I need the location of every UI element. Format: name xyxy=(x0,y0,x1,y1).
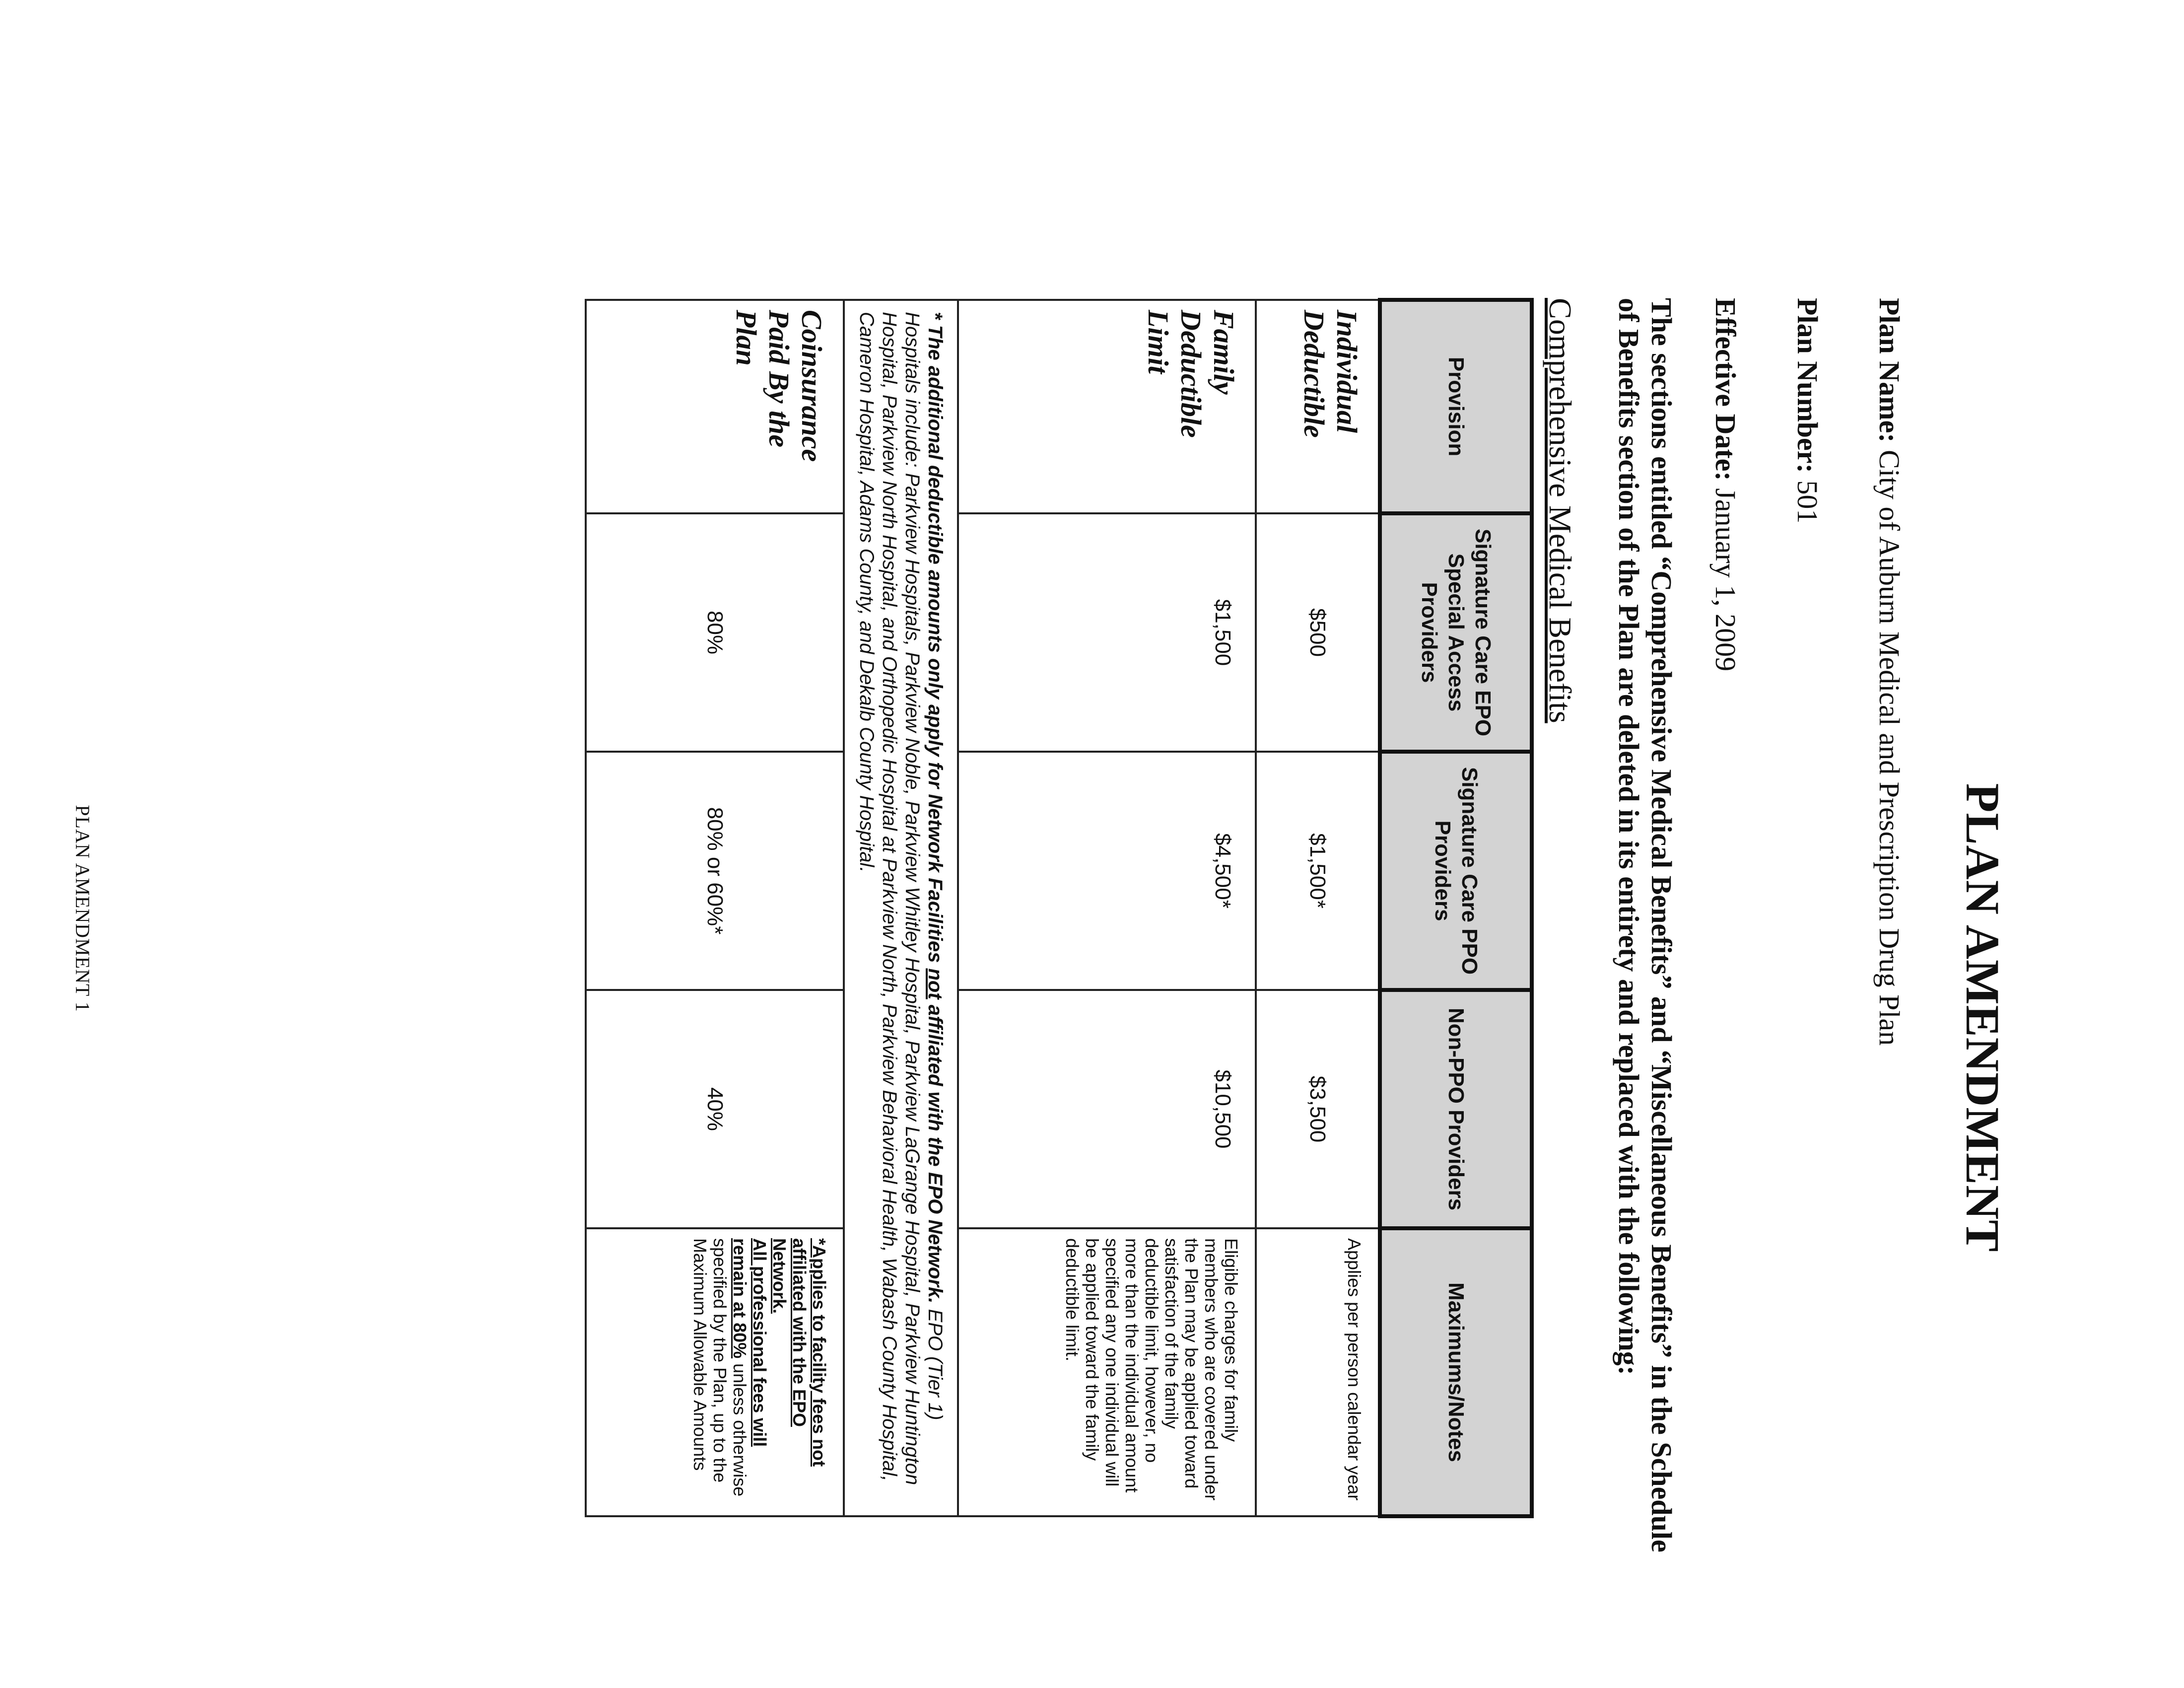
header-non-ppo: Non-PPO Providers xyxy=(1380,990,1532,1228)
row-non-ppo-value: $3,500 xyxy=(1256,990,1380,1228)
row-notes: Applies per person calendar year xyxy=(1256,1228,1380,1516)
footnote-lead: * The additional deductible amounts only apply for Network Facilities xyxy=(924,312,946,963)
notes-professional-fees: All professional fees will remain at 80% xyxy=(730,1238,770,1447)
plan-name-line xyxy=(1873,298,1906,1046)
effective-date-label: Effective Date: xyxy=(1709,298,1742,481)
row-provision: Coinsurance Paid By the Plan xyxy=(586,300,844,513)
effective-date-value: January 1, 2009 xyxy=(1709,488,1742,672)
benefits-table xyxy=(585,298,1534,1518)
header-notes: Maximums/Notes xyxy=(1380,1228,1532,1516)
plan-number-label: Plan Number: xyxy=(1791,298,1824,473)
page-footer: PLAN AMENDMENT 1 xyxy=(71,805,94,1012)
section-title: Comprehensive Medical Benefits xyxy=(1543,298,1578,723)
row-notes xyxy=(586,1228,844,1516)
plan-number-value: 501 xyxy=(1791,480,1824,524)
effective-date-line xyxy=(1709,298,1742,671)
footnote-cell xyxy=(844,300,958,1516)
header-provision: Provision xyxy=(1380,300,1532,513)
header-ppo: Signature Care PPO Providers xyxy=(1380,752,1532,990)
row-non-ppo-value: $10,500 xyxy=(958,990,1256,1228)
footnote-body: EPO (Tier 1) Hospitals include: Parkview Hospitals, Parkview Noble, Parkview Whitley Hospital, Parkview LaGrange Hospital, Parkview Huntington Hospital, Parkview North Hospital, and Orthopedic Hospital at Parkview North, Parkview Behavioral Health, Wabash County Hospital, Cameron Hospital, Adams County, and Dekalb County Hospital. xyxy=(856,312,946,1485)
row-non-ppo-value: 40% xyxy=(586,990,844,1228)
plan-name-label: Plan Name: xyxy=(1873,298,1906,443)
table-row xyxy=(1256,300,1380,1516)
table-row xyxy=(958,300,1256,1516)
row-epo-value: $1,500 xyxy=(958,513,1256,752)
footnote-lead-end: affiliated with the EPO Network. xyxy=(924,1004,946,1304)
page-title: PLAN AMENDMENT xyxy=(1956,783,2009,1253)
table-row xyxy=(586,300,844,1516)
plan-name-value: City of Auburn Medical and Prescription Drug Plan xyxy=(1873,450,1906,1046)
row-notes: Eligible charges for family members who are covered under the Plan may be applied toward satisfaction of the family deductible limit, however, no more than the individual amount specified any one individual will be applied toward the family deductible limit. xyxy=(958,1228,1256,1516)
header-epo: Signature Care EPO Special Access Providers xyxy=(1380,513,1532,752)
row-epo-value: $500 xyxy=(1256,513,1380,752)
footnote-not: not xyxy=(924,968,946,999)
row-ppo-value: $4,500* xyxy=(958,752,1256,990)
row-epo-value: 80% xyxy=(586,513,844,752)
row-ppo-value: $1,500* xyxy=(1256,752,1380,990)
plan-number-line xyxy=(1791,298,1824,523)
footnote-row xyxy=(844,300,958,1516)
notes-facility-fees: *Applies to facility fees not affiliated with the EPO Network. xyxy=(769,1238,829,1467)
row-provision: Family Deductible Limit xyxy=(958,300,1256,513)
row-ppo-value: 80% or 60%* xyxy=(586,752,844,990)
notes-allowable-amounts: unless otherwise specified by the Plan, up to the Maximum Allowable Amounts xyxy=(690,1238,750,1497)
row-provision: Individual Deductible xyxy=(1256,300,1380,513)
intro-paragraph: The sections entitled “Comprehensive Medical Benefits” and “Miscellaneous Benefits” in the Schedule of Benefits section of the Plan are deleted in its entirety and replaced with the following: xyxy=(1613,298,1678,1552)
table-header-row xyxy=(1380,300,1532,1516)
